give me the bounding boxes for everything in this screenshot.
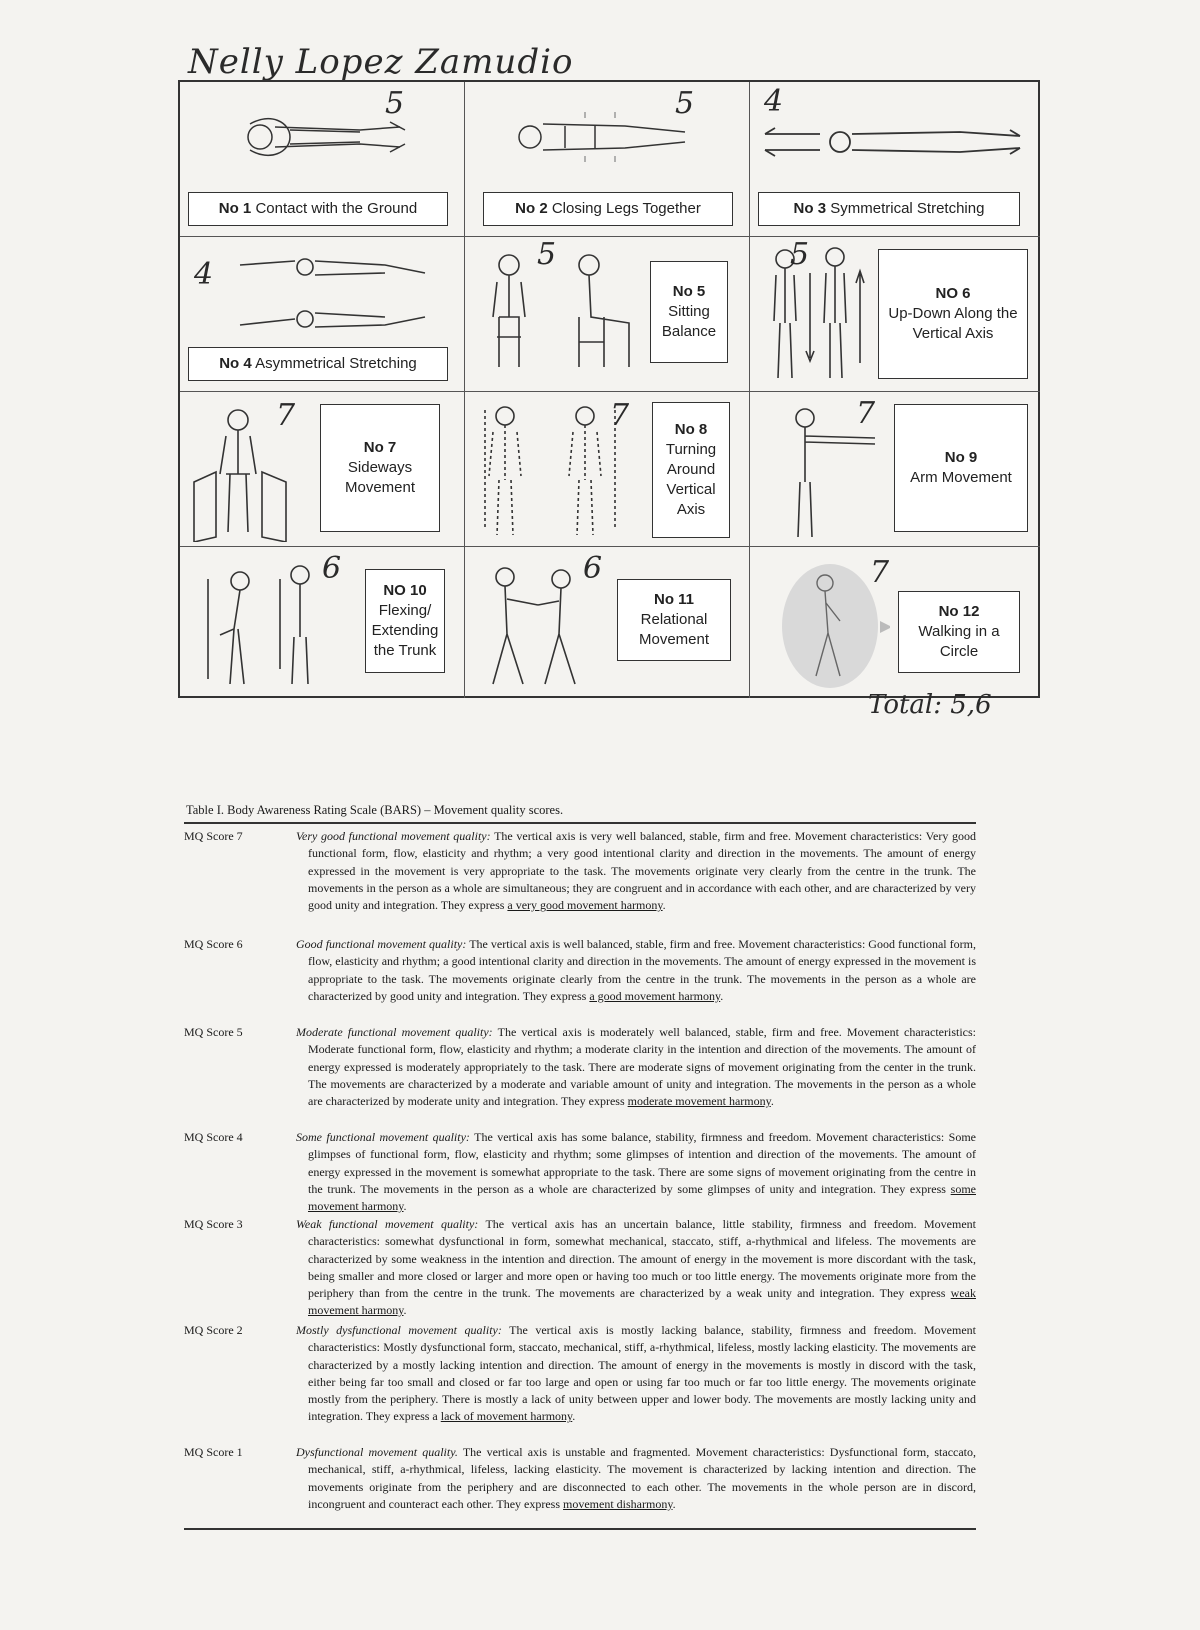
exercise-cell-7 xyxy=(180,392,465,547)
score-1: 5 xyxy=(385,86,405,121)
row-end: . xyxy=(403,1303,407,1318)
label-box-9 xyxy=(894,404,1028,532)
quality-heading: Good functional movement quality: xyxy=(296,937,467,951)
label-box-2 xyxy=(483,192,733,226)
item-number: NO 6 xyxy=(935,285,971,302)
row-label: MQ Score 1 xyxy=(184,1445,243,1459)
exercise-cell-3 xyxy=(750,82,1040,237)
table-row-mq6 xyxy=(184,936,976,1022)
score-11: 6 xyxy=(583,551,603,586)
score-3: 4 xyxy=(764,84,784,119)
row-end: . xyxy=(770,1094,774,1109)
item-number: No 9 xyxy=(944,449,978,466)
row-end: . xyxy=(572,1409,576,1424)
row-text: The vertical axis is very well balanced, stable, firm and free. Movement characteristics: Very good functional form, flow, elasticity and rhythm; a very good intentional clarity and direction in the movements. The amount of energy expressed in the movement is very appropriate to the task. The movements originate very clearly from the centre in the trunk. The movements in the person as a whole are simultaneous; they are congruent and in accordance with each other, and are characterized by very good unity and integration. They express xyxy=(308,829,976,913)
item-number: No 4 xyxy=(219,355,252,372)
item-label: Arm Movement xyxy=(910,469,1012,486)
row-end: . xyxy=(662,898,666,913)
row-end: . xyxy=(403,1199,407,1214)
harmony-term: lack of movement harmony xyxy=(440,1409,573,1424)
item-label: Symmetrical Stretching xyxy=(830,200,985,217)
row-description xyxy=(296,1322,976,1426)
table-row-mq7 xyxy=(184,828,976,932)
table-top-rule xyxy=(184,822,976,824)
label-box-3 xyxy=(758,192,1020,226)
item-label: Turning Around Vertical Axis xyxy=(665,441,717,518)
quality-heading: Mostly dysfunctional movement quality: xyxy=(296,1323,502,1337)
exercise-grid xyxy=(178,80,1040,698)
figure-relational-movement-icon xyxy=(483,559,593,694)
quality-heading: Weak functional movement quality: xyxy=(296,1217,479,1231)
quality-heading: Very good functional movement quality: xyxy=(296,829,491,843)
figure-flexing-trunk-icon xyxy=(200,559,330,694)
figure-turning-around-icon xyxy=(475,400,625,540)
score-9: 7 xyxy=(856,396,876,431)
exercise-cell-1 xyxy=(180,82,465,237)
item-number: No 11 xyxy=(653,591,695,608)
row-text: The vertical axis has some balance, stability, firmness and freedom. Movement characteristics: Some glimpses of functional form, flow, elasticity and rhythm; some glimpses of intention and direction of the movements. The amount of energy expressed in the movement is somewhat appropriate to the task. There are some signs of movement originating from the centre in the trunk. The movements in the person as a whole are characterized by some glimpses of unity and integration. They express xyxy=(308,1130,976,1196)
row-description xyxy=(296,1129,976,1215)
score-2: 5 xyxy=(675,86,695,121)
row-description xyxy=(296,1024,976,1110)
score-6: 5 xyxy=(790,237,810,272)
item-label: Sideways Movement xyxy=(344,459,416,496)
row-label: MQ Score 4 xyxy=(184,1130,243,1144)
label-box-5 xyxy=(650,261,728,363)
row-label: MQ Score 2 xyxy=(184,1323,243,1337)
table-row-mq2 xyxy=(184,1322,976,1442)
row-label: MQ Score 3 xyxy=(184,1217,243,1231)
item-number: No 1 xyxy=(218,200,252,217)
student-name: Nelly Lopez Zamudio xyxy=(188,42,574,82)
harmony-term: some movement harmony xyxy=(308,1181,976,1214)
harmony-term: movement disharmony xyxy=(563,1496,673,1511)
item-label: Contact with the Ground xyxy=(255,200,418,217)
item-label: Closing Legs Together xyxy=(551,200,701,217)
figure-sitting-balance-icon xyxy=(479,247,644,382)
label-box-7 xyxy=(320,404,440,532)
item-label: Walking in a Circle xyxy=(918,623,1000,660)
score-7: 7 xyxy=(276,398,296,433)
figure-lying-supine-icon xyxy=(230,102,410,172)
item-label: Up-Down Along the Vertical Axis xyxy=(888,305,1018,342)
figure-up-down-icon xyxy=(760,243,865,385)
total-score: Total: 5,6 xyxy=(868,690,992,720)
item-number: No 3 xyxy=(793,200,827,217)
figure-lying-legs-together-icon xyxy=(505,102,695,172)
exercise-cell-8 xyxy=(465,392,750,547)
table-row-mq5 xyxy=(184,1024,976,1128)
table-row-mq3 xyxy=(184,1216,976,1320)
item-label: Flexing/ Extending the Trunk xyxy=(371,602,439,659)
exercise-cell-5 xyxy=(465,237,750,392)
exercise-cell-2 xyxy=(465,82,750,237)
table-bottom-rule xyxy=(184,1528,976,1530)
quality-heading: Some functional movement quality: xyxy=(296,1130,470,1144)
row-end: . xyxy=(672,1496,676,1511)
label-box-8 xyxy=(652,402,730,538)
harmony-term: a good movement harmony xyxy=(589,988,721,1003)
score-10: 6 xyxy=(322,551,342,586)
score-8: 7 xyxy=(610,398,630,433)
item-number: No 2 xyxy=(515,200,548,217)
table-row-mq4 xyxy=(184,1129,976,1215)
label-box-4 xyxy=(188,347,448,381)
table-row-mq1 xyxy=(184,1444,976,1530)
row-text: The vertical axis is mostly lacking balance, stability, firmness and freedom. Movement characteristics: Mostly dysfunctional form, staccato, mechanical, stiff, a-rhythmical, lifeless, mostly lacking elasticity. The movements are characterized by a mostly lacking intention and direction. The amount of energy in the movements is mostly in discord with the task, either being far too small and closed or far too large and open or using far too much or far too little energy. The movements originate mostly from the periphery. There is mostly a lack of unity between upper and lower body. The movements are mostly lacking unity and integration. They express a xyxy=(308,1323,976,1424)
exercise-cell-4 xyxy=(180,237,465,392)
score-4: 4 xyxy=(194,257,214,292)
label-box-11 xyxy=(617,579,731,661)
row-description xyxy=(296,828,976,914)
row-description xyxy=(296,936,976,1005)
figure-symmetrical-stretch-icon xyxy=(760,112,1030,172)
harmony-term: moderate movement harmony xyxy=(627,1094,771,1109)
label-box-6 xyxy=(878,249,1028,379)
table-title: Table I. Body Awareness Rating Scale (BARS) – Movement quality scores. xyxy=(186,803,564,817)
item-label: Relational Movement xyxy=(638,611,710,648)
row-label: MQ Score 6 xyxy=(184,937,243,951)
row-text: The vertical axis is moderately well balanced, stable, firm and free. Movement characteristics: Moderate functional form, flow, elasticity and rhythm; a moderate clarity in the intention and direction of the movements. The amount of energy expressed is moderately appropriately to the task. There are moderate signs of movement originating from the center in the trunk. The movements are characterized by a moderate and variable amount of unity and integration. The movements in the person as a whole are characterized by moderate unity and integration. They express xyxy=(308,1025,976,1109)
harmony-term: a very good movement harmony xyxy=(507,898,663,913)
exercise-cell-6 xyxy=(750,237,1040,392)
label-box-12 xyxy=(898,591,1020,673)
item-number: No 8 xyxy=(674,421,708,438)
row-text: The vertical axis is unstable and fragmented. Movement characteristics: Dysfunctional form, staccato, mechanical, stiff, a-rhythmical, lifeless, lacking elasticity. The movement is characterized by lacking intention and direction. The movements originate from the periphery and are disconnected to each other. The movements in the whole person are in discord, incongruent and counteract each other. They express xyxy=(308,1445,977,1511)
exercise-cell-9 xyxy=(750,392,1040,547)
row-label: MQ Score 5 xyxy=(184,1025,243,1039)
item-number: No 5 xyxy=(672,283,706,300)
item-number: NO 10 xyxy=(383,582,427,599)
score-12: 7 xyxy=(870,555,890,590)
quality-heading: Moderate functional movement quality: xyxy=(296,1025,493,1039)
row-description xyxy=(296,1444,976,1513)
exercise-cell-12 xyxy=(750,547,1040,698)
score-5: 5 xyxy=(537,237,557,272)
item-label: Asymmetrical Stretching xyxy=(255,355,417,372)
item-number: No 12 xyxy=(938,603,980,620)
item-number: No 7 xyxy=(363,439,397,456)
row-text: The vertical axis has an uncertain balance, little stability, firmness and freedom. Movement characteristics: somewhat dysfunctional in form, somewhat mechanical, staccato, stiff, a-rhythmical and lifeless. The movements are characterized by some weakness in the intention and direction. The amount of energy in the movement is more discordant with the task, being smaller and more closed or larger and more open or having too much or too little energy. The movements originate more from the periphery than from the centre in the trunk. The movements are characterized by a weak unity and integration. They express xyxy=(308,1217,976,1301)
exercise-cell-11 xyxy=(465,547,750,698)
item-label: Sitting Balance xyxy=(661,303,717,340)
row-end: . xyxy=(720,988,724,1003)
row-label: MQ Score 7 xyxy=(184,829,243,843)
label-box-10 xyxy=(365,569,445,673)
exercise-cell-10 xyxy=(180,547,465,698)
harmony-term: weak movement harmony xyxy=(308,1286,976,1318)
label-box-1 xyxy=(188,192,448,226)
figure-asymmetrical-stretch-icon xyxy=(235,247,435,337)
quality-heading: Dysfunctional movement quality. xyxy=(296,1445,458,1459)
row-text: The vertical axis is well balanced, stable, firm and free. Movement characteristics: Good functional form, flow, elasticity and rhythm; a good intentional clarity and direction in the movements. The amount of energy expressed in the movement is appropriate to the task. The movements originate clearly from the centre in the trunk. The movements in the person as a whole are characterized by good unity and integration. They express xyxy=(308,937,976,1003)
row-description xyxy=(296,1216,976,1320)
